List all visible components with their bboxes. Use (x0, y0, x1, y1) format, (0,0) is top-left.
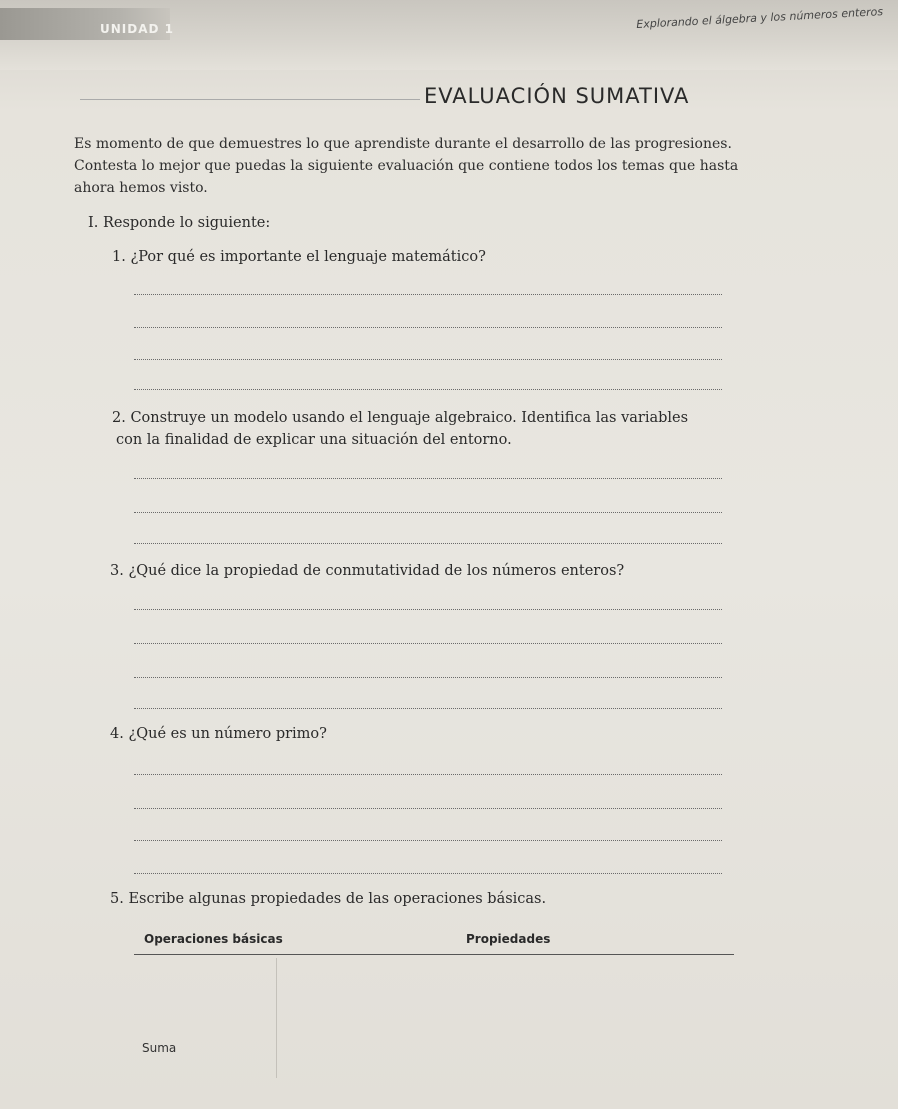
table-header-properties: Propiedades (466, 932, 551, 946)
question-5: 5. Escribe algunas propiedades de las operaciones básicas. (110, 891, 547, 907)
answer-line[interactable] (134, 389, 722, 390)
question-1: 1. ¿Por qué es importante el lenguaje matemático? (112, 249, 486, 265)
answer-line[interactable] (134, 478, 722, 479)
answer-line[interactable] (134, 873, 722, 874)
answer-line[interactable] (134, 543, 722, 544)
title-rule (80, 99, 420, 100)
answer-line[interactable] (134, 294, 722, 295)
unit-label: UNIDAD 1 (100, 22, 174, 36)
table-header-operations: Operaciones básicas (144, 932, 283, 946)
answer-line[interactable] (134, 643, 722, 644)
question-3: 3. ¿Qué dice la propiedad de conmutatividad de los números enteros? (110, 563, 625, 579)
answer-line[interactable] (134, 774, 722, 775)
question-2: 2. Construye un modelo usando el lenguaje algebraico. Identifica las variables con la finalidad de explicar una situación del entorno. (112, 410, 689, 448)
answer-line[interactable] (134, 840, 722, 841)
question-4: 4. ¿Qué es un número primo? (110, 726, 327, 742)
table-column-divider (276, 958, 277, 1078)
answer-line[interactable] (134, 808, 722, 809)
table-top-rule (134, 954, 734, 955)
subject-label: Explorando el álgebra y los números enteros (636, 5, 884, 31)
answer-line[interactable] (134, 708, 722, 709)
page-title: EVALUACIÓN SUMATIVA (424, 84, 690, 108)
answer-line[interactable] (134, 359, 722, 360)
answer-line[interactable] (134, 512, 722, 513)
section-heading: I. Responde lo siguiente: (88, 215, 271, 231)
table-row-label: Suma (142, 1041, 177, 1055)
intro-paragraph: Es momento de que demuestres lo que aprendiste durante el desarrollo de las progresiones. Contesta lo mejor que puedas la siguiente evaluación que contiene todos los temas que hasta ahora hemos visto. (74, 136, 739, 196)
answer-line[interactable] (134, 327, 722, 328)
answer-line[interactable] (134, 609, 722, 610)
answer-line[interactable] (134, 677, 722, 678)
